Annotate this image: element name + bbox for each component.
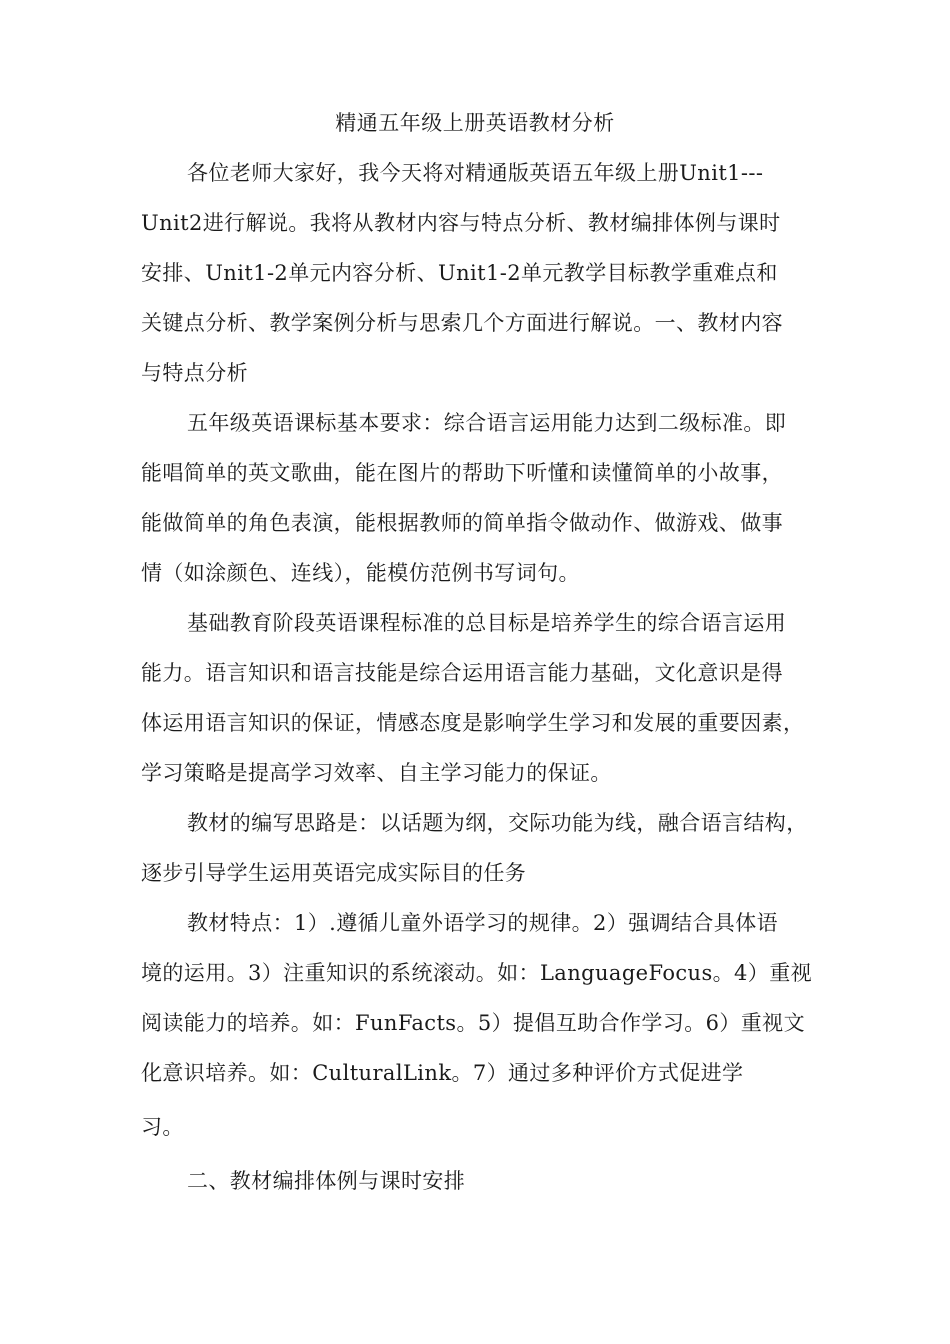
paragraph-line: 逐步引导学生运用英语完成实际目的任务 [141,861,527,885]
paragraph-line: 习。 [141,1115,184,1139]
paragraph-line: 境的运用。3）注重知识的系统滚动。如：LanguageFocus。4）重视 [141,961,812,985]
paragraph-line: 化意识培养。如：CulturalLink。7）通过多种评价方式促进学 [141,1061,744,1085]
paragraph-line: 关键点分析、教学案例分析与思索几个方面进行解说。一、教材内容 [141,311,783,335]
paragraph-line: 教材特点：1）.遵循儿童外语学习的规律。2）强调结合具体语 [187,911,778,935]
section-heading: 二、教材编排体例与课时安排 [187,1169,466,1193]
paragraph-line: 各位老师大家好，我今天将对精通版英语五年级上册Unit1--- [187,161,764,185]
paragraph-line: 能做简单的角色表演，能根据教师的简单指令做动作、做游戏、做事 [141,511,783,535]
paragraph-line: 与特点分析 [141,361,248,385]
paragraph-line: 教材的编写思路是：以话题为纲，交际功能为线，融合语言结构， [187,811,808,835]
paragraph-line: 情（如涂颜色、连线），能模仿范例书写词句。 [141,561,580,585]
paragraph-line: 安排、Unit1-2单元内容分析、Unit1-2单元教学目标教学重难点和 [141,261,778,285]
paragraph-curriculum-requirements [141,398,831,598]
paragraph-line: 学习策略是提高学习效率、自主学习能力的保证。 [141,761,612,785]
document-title: 精通五年级上册英语教材分析 [335,111,615,135]
paragraph-writing-approach [141,798,831,898]
document-body [141,148,831,1206]
paragraph-line: 基础教育阶段英语课程标准的总目标是培养学生的综合语言运用 [187,611,787,635]
paragraph-textbook-features [141,898,831,1152]
paragraph-overall-goal [141,598,831,798]
paragraph-intro [141,148,831,398]
paragraph-line: 体运用语言知识的保证，情感态度是影响学生学习和发展的重要因素， [141,711,805,735]
paragraph-line: 能力。语言知识和语言技能是综合运用语言能力基础，文化意识是得 [141,661,783,685]
paragraph-line: 能唱简单的英文歌曲，能在图片的帮助下听懂和读懂简单的小故事， [141,461,783,485]
paragraph-line: 阅读能力的培养。如：FunFacts。5）提倡互助合作学习。6）重视文 [141,1011,805,1035]
paragraph-line: 五年级英语课标基本要求：综合语言运用能力达到二级标准。即 [187,411,787,435]
paragraph-line: Unit2进行解说。我将从教材内容与特点分析、教材编排体例与课时 [141,211,781,235]
